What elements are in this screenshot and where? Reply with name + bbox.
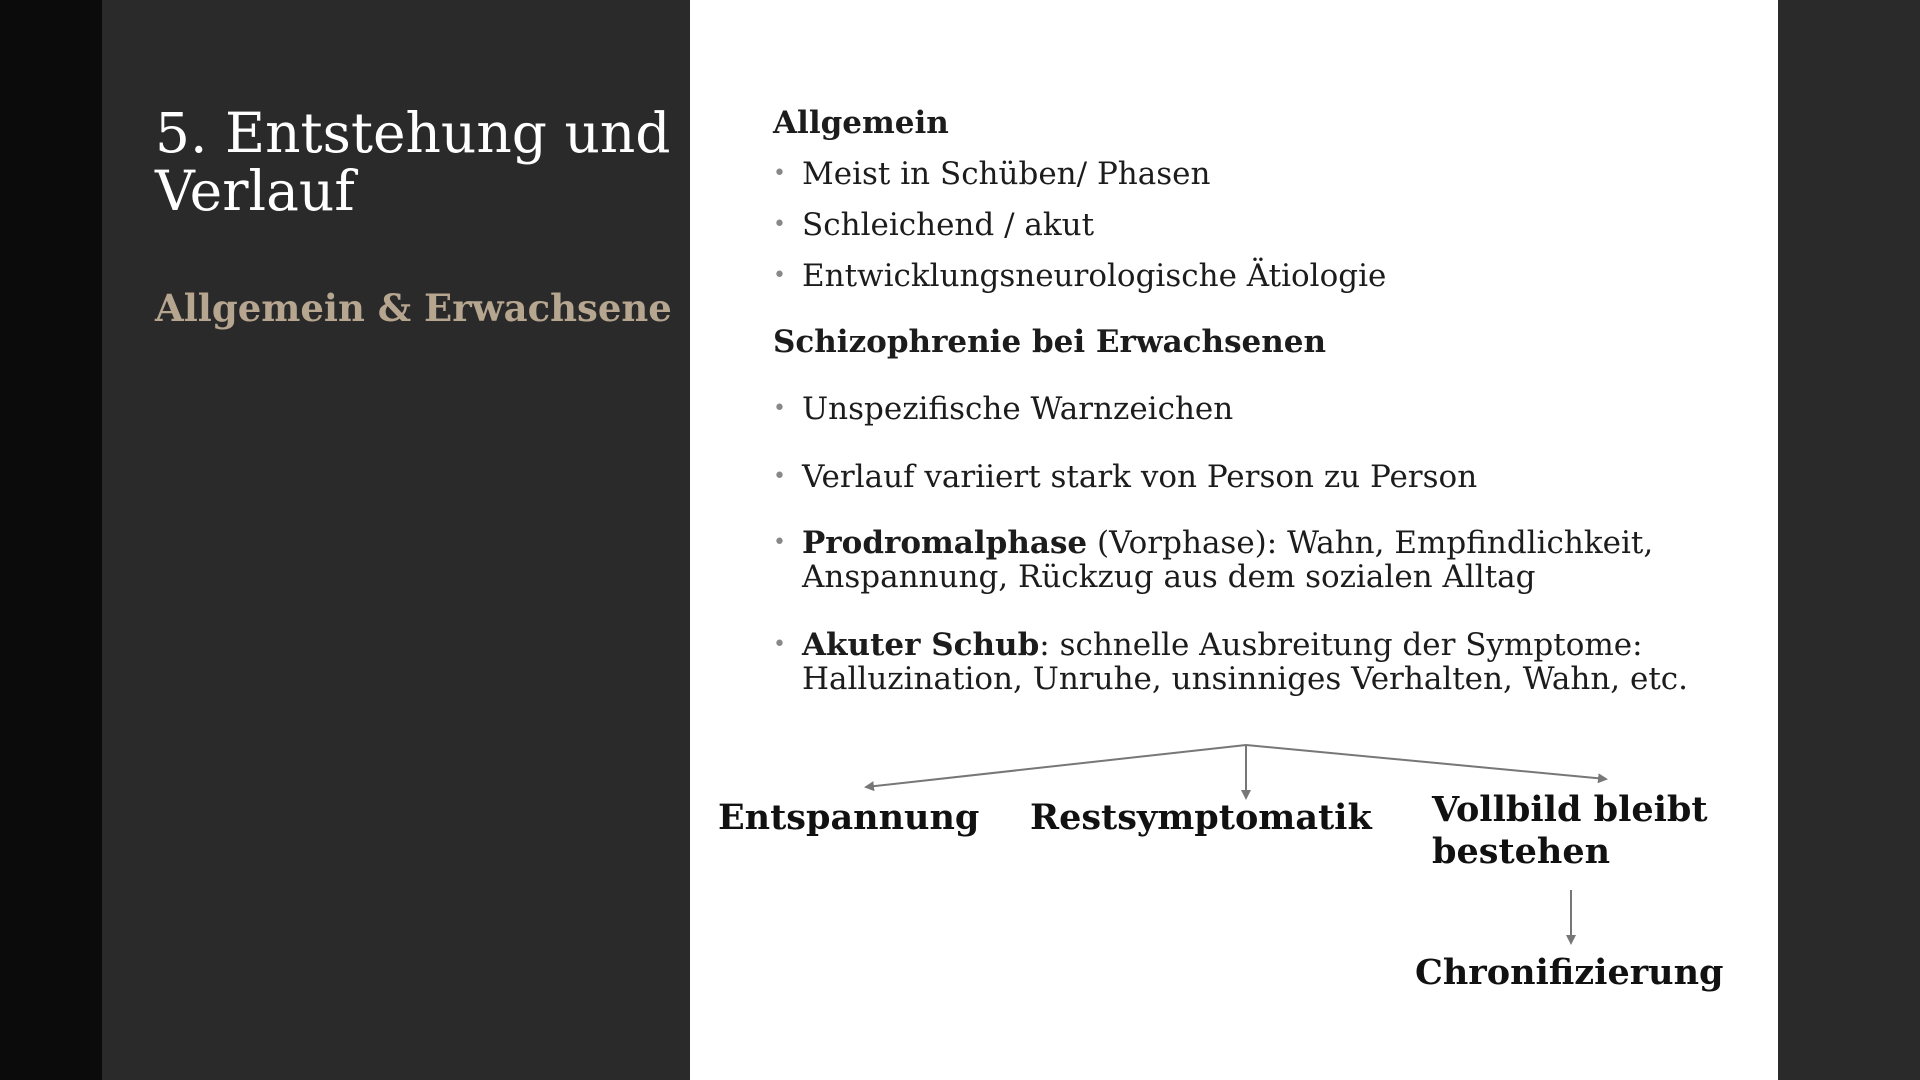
general-item: • Schleichend / akut	[773, 208, 1753, 242]
slide-subtitle: Allgemein & Erwachsene	[155, 286, 672, 330]
outcome-residual: Restsymptomatik	[1030, 797, 1372, 838]
adults-heading: Schizophrenie bei Erwachsenen	[773, 324, 1327, 360]
arrow-to-relaxation	[866, 745, 1246, 787]
prodromal-description: (Vorphase): Wahn, Empfindlichkeit, Anspannung, Rückzug aus dem sozialen Alltag	[802, 525, 1654, 595]
general-item: • Entwicklungsneurologische Ätiologie	[773, 259, 1753, 293]
general-item: • Meist in Schüben/ Phasen	[773, 157, 1753, 191]
adults-item: • Unspezifische Warnzeichen	[773, 392, 1753, 426]
slide-title: 5. Entstehung und Verlauf	[155, 101, 671, 223]
general-heading: Allgemein	[773, 105, 949, 141]
outcome-relaxation: Entspannung	[718, 797, 980, 838]
term-prodromal: Prodromalphase	[802, 525, 1088, 561]
outcome-persistent: Vollbild bleibt bestehen	[1432, 789, 1708, 872]
term-acute: Akuter Schub	[802, 627, 1040, 663]
adults-item: • Verlauf variiert stark von Person zu Person	[773, 460, 1753, 494]
acute-description: : schnelle Ausbreitung der Symptome: Halluzination, Unruhe, unsinniges Verhalten, Wahn, etc.	[802, 627, 1689, 697]
arrow-to-persistent	[1246, 745, 1606, 779]
outcome-chronic: Chronifizierung	[1415, 952, 1724, 993]
